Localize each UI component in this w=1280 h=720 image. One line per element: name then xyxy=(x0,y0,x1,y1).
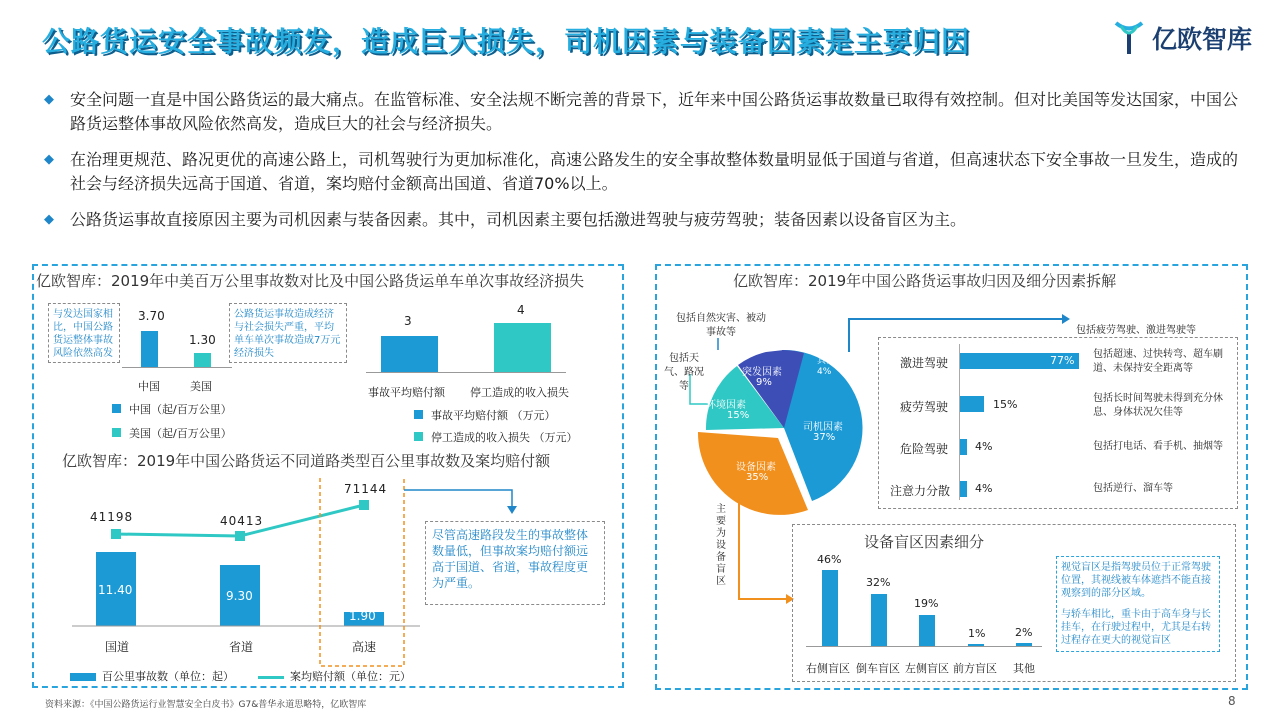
page-number: 8 xyxy=(1228,694,1236,708)
hbar-value: 4% xyxy=(975,482,993,495)
bullet-text: 在治理更规范、路况更优的高速公路上，司机驾驶行为更加标准化，高速公路发生的安全事故整体数量明显低于国道与省道，但高速状态下安全事故一旦发生，造成的社会与经济损失远高于国道、省道，案均赔付金额高出国道、省道70%以上。 xyxy=(70,150,1239,193)
category-label: 前方盲区 xyxy=(953,662,997,675)
note-china-us: 与发达国家相比，中国公路货运整体事故风险依然高发 xyxy=(48,303,120,363)
pie-label: 突发因素 xyxy=(742,367,782,378)
bar-value: 1.90 xyxy=(349,609,376,623)
category-label: 国道 xyxy=(105,640,130,654)
bar-china xyxy=(141,331,158,367)
vbar-value: 46% xyxy=(817,553,842,566)
driver-note: 包括逆行、溜车等 xyxy=(1093,483,1173,494)
annot-natural: 包括自然灾害、被动事故等 xyxy=(676,313,766,338)
line-label: 71144 xyxy=(344,482,388,496)
vbar-value: 1% xyxy=(968,627,986,640)
legend-us xyxy=(112,425,232,441)
driver-note: 包括超速、过快转弯、超车刷道、未保持安全距离等 xyxy=(1093,349,1223,374)
logo xyxy=(1112,20,1252,56)
line-label: 41198 xyxy=(90,510,134,524)
bullet-item xyxy=(44,208,1244,232)
logo-text: 亿欧智库 xyxy=(1152,25,1253,54)
note-highway: 尽管高速路段发生的事故整体数量低，但事故案均赔付额远高于国道、省道，事故程度更为严重。 xyxy=(425,521,605,605)
axis-line xyxy=(366,372,566,373)
vbar-right xyxy=(822,570,838,646)
pie-label: 环境因素 xyxy=(706,400,746,411)
bar-income-loss xyxy=(494,323,551,372)
blind-note-1: 视觉盲区是指驾驶员位于正常驾驶位置，其视线被车体遮挡不能直接观察到的部分区域。 xyxy=(1061,562,1211,599)
note-loss: 公路货运事故造成经济与社会损失严重，平均单车单次事故造成7万元经济损失 xyxy=(229,303,347,363)
category-label: 倒车盲区 xyxy=(856,662,900,675)
legend-text: 中国（起/百万公里） xyxy=(129,403,232,416)
driver-note: 包括长时间驾驶未得到充分休息、身体状况欠佳等 xyxy=(1093,393,1223,418)
legend-payout xyxy=(414,407,556,423)
hbar-value: 77% xyxy=(1050,354,1075,367)
legend-text: 百公里事故数（单位：起） xyxy=(102,670,234,683)
vbar-value: 19% xyxy=(914,597,939,610)
diamond-icon: ◆ xyxy=(44,92,54,107)
bar-avg-payout xyxy=(381,336,438,372)
category-label: 左侧盲区 xyxy=(905,662,949,675)
bar-value: 9.30 xyxy=(226,589,253,603)
annot-equipment: 主要为设备盲区 xyxy=(716,504,726,587)
hbar-distraction xyxy=(960,481,967,497)
connector-line xyxy=(738,488,740,600)
legend-text: 事故平均赔付额 （万元） xyxy=(431,409,556,422)
connector-line xyxy=(848,318,850,352)
legend-swatch xyxy=(414,432,423,441)
arrow-head xyxy=(507,506,517,514)
hbar-label: 注意力分散 xyxy=(890,484,951,498)
driver-note: 包括打电话、看手机、抽烟等 xyxy=(1093,441,1223,452)
hbar-dangerous xyxy=(960,439,967,455)
legend-china xyxy=(112,401,232,417)
chart2-title: 亿欧智库：2019年中国公路货运不同道路类型百公里事故数及案均赔付额 xyxy=(62,452,551,470)
bar-us xyxy=(194,353,211,367)
right-title: 亿欧智库：2019年中国公路货运事故归因及细分因素拆解 xyxy=(733,272,1117,290)
pie-label: 设备因素 xyxy=(736,462,776,473)
pie-value: 15% xyxy=(727,410,750,421)
pie-label: 司机因素 xyxy=(803,422,843,433)
chart1-title: 亿欧智库：2019年中美百万公里事故数对比及中国公路货运单车单次事故经济损失 xyxy=(36,272,585,290)
legend-swatch xyxy=(112,428,121,437)
category-label: 停工造成的收入损失 xyxy=(470,386,569,399)
legend-accidents xyxy=(70,668,234,684)
bar-label: 1.30 xyxy=(189,333,216,347)
source-footer: 资料来源：《中国公路货运行业智慧安全白皮书》G7&普华永道思略特，亿欧智库 xyxy=(45,700,367,710)
legend-payout-line xyxy=(258,668,411,684)
pie-value: 9% xyxy=(756,377,772,388)
pie-label: 其他 xyxy=(817,356,836,366)
page-title: 公路货运安全事故频发，造成巨大损失，司机因素与装备因素是主要归因 xyxy=(42,25,971,58)
annot-weather: 包括天气、路况等 xyxy=(664,353,704,392)
diamond-icon: ◆ xyxy=(44,152,54,167)
vbar-value: 32% xyxy=(866,576,891,589)
line-point xyxy=(359,500,369,510)
legend-text: 案均赔付额（单位：元） xyxy=(290,670,411,683)
hbar-label: 疲劳驾驶 xyxy=(900,400,949,414)
legend-swatch xyxy=(414,410,423,419)
blind-note xyxy=(1056,556,1220,652)
connector-line xyxy=(848,318,1062,320)
connector-line xyxy=(404,490,512,508)
annot-driver: 包括疲劳驾驶、激进驾驶等 xyxy=(1076,325,1196,336)
hbar-label: 激进驾驶 xyxy=(900,356,949,370)
category-label: 高速 xyxy=(352,640,377,654)
category-label: 其他 xyxy=(1013,662,1035,675)
bullet-text: 安全问题一直是中国公路货运的最大痛点。在监管标准、安全法规不断完善的背景下，近年来中国公路货运事故数量已取得有效控制。但对比美国等发达国家，中国公路货运整体事故风险依然高发，造成巨大的社会与经济损失。 xyxy=(70,90,1239,133)
legend-loss xyxy=(414,429,578,445)
category-label: 美国 xyxy=(190,380,212,393)
bar-label: 4 xyxy=(517,303,525,317)
line-point xyxy=(111,529,121,539)
bullet-list xyxy=(44,88,1244,244)
arrow-head xyxy=(1062,314,1070,324)
legend-text: 美国（起/百万公里） xyxy=(129,427,232,440)
category-label: 中国 xyxy=(138,380,160,393)
hbar-value: 15% xyxy=(993,398,1018,411)
bar-label: 3 xyxy=(404,314,412,328)
axis-line xyxy=(122,367,232,368)
line-label: 40413 xyxy=(220,514,264,528)
hbar-value: 4% xyxy=(975,440,993,453)
logo-icon xyxy=(1112,20,1146,56)
hbar-fatigue xyxy=(960,396,984,412)
vbar-value: 2% xyxy=(1015,626,1033,639)
bullet-item xyxy=(44,148,1244,196)
bar-value: 11.40 xyxy=(98,583,133,597)
legend-swatch xyxy=(70,673,96,681)
vbar-reverse xyxy=(871,594,887,646)
category-label: 省道 xyxy=(229,640,254,654)
blind-note-2: 与轿车相比，重卡由于高车身与长挂车，在行驶过程中，尤其是右转过程存在更大的视觉盲区 xyxy=(1061,609,1211,646)
diamond-icon: ◆ xyxy=(44,212,54,227)
pie-value: 4% xyxy=(817,367,832,377)
vbar-left xyxy=(919,615,935,646)
bullet-text: 公路货运事故直接原因主要为司机因素与装备因素。其中，司机因素主要包括激进驾驶与疲劳驾驶；装备因素以设备盲区为主。 xyxy=(70,210,967,229)
bar-label: 3.70 xyxy=(138,309,165,323)
legend-text: 停工造成的收入损失 （万元） xyxy=(431,431,578,444)
line-point xyxy=(235,531,245,541)
bullet-item xyxy=(44,88,1244,136)
connector-line xyxy=(738,598,786,600)
pie-value: 35% xyxy=(746,472,769,483)
pie-value: 37% xyxy=(813,432,836,443)
blind-title: 设备盲区因素细分 xyxy=(864,533,985,551)
axis-line xyxy=(806,646,1042,647)
category-label: 事故平均赔付额 xyxy=(368,386,445,399)
legend-swatch xyxy=(112,404,121,413)
legend-swatch xyxy=(258,676,284,679)
hbar-label: 危险驾驶 xyxy=(900,442,949,456)
spacer xyxy=(1061,600,1215,608)
category-label: 右侧盲区 xyxy=(806,662,850,675)
